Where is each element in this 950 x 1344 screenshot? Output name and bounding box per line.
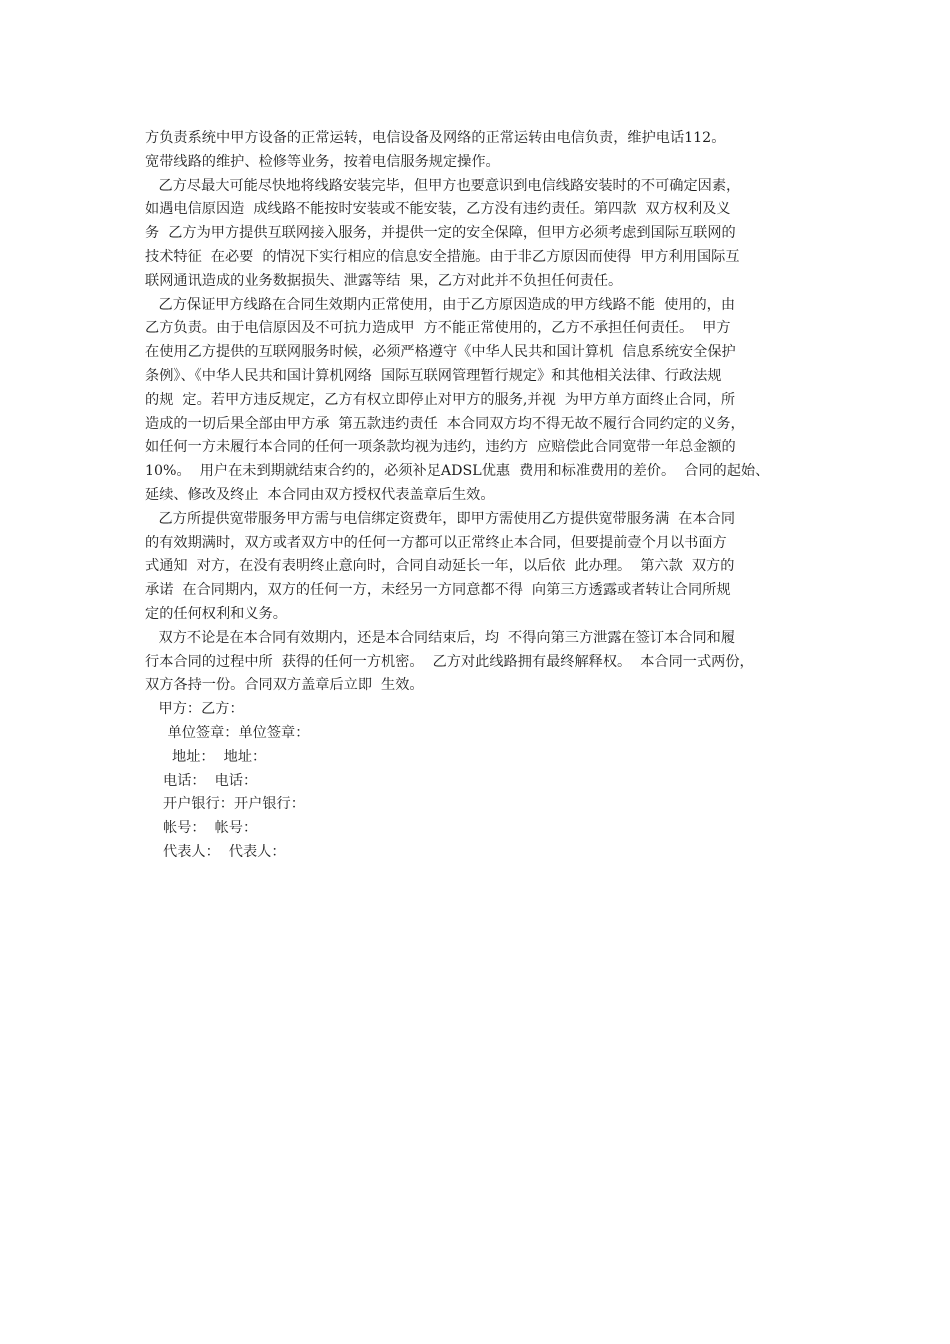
text-line: 宽带线路的维护、检修等业务，按着电信服务规定操作。	[145, 153, 500, 170]
text-line: 条例》、《中华人民共和国计算机网络 国际互联网管理暂行规定》和其他相关法律、行政法规	[145, 367, 722, 384]
signature-bank-line: 开户银行：开户银行：	[145, 796, 305, 813]
signature-block	[145, 698, 817, 865]
text-line: 联网通讯造成的业务数据损失、泄露等结 果，乙方对此并不负担任何责任。	[145, 272, 623, 289]
text-line: 定的任何权利和义务。	[145, 605, 287, 622]
text-line: 如遇电信原因造 成线路不能按时安装或不能安装，乙方没有违约责任。第四款 双方权利及义	[145, 201, 731, 218]
text-line: 延续、修改及终止 本合同由双方授权代表盖章后生效。	[145, 486, 495, 503]
signature-representative-line: 代表人： 代表人：	[145, 843, 286, 860]
text-line: 如任何一方未履行本合同的任何一项条款均视为违约，违约方 应赔偿此合同宽带一年总金额的	[145, 439, 736, 456]
text-line: 行本合同的过程中所 获得的任何一方机密。 乙方对此线路拥有最终解释权。 本合同一式两份，	[145, 653, 754, 670]
signature-phone-line: 电话： 电话：	[145, 772, 258, 789]
text-line: 双方不论是在本合同有效期内，还是本合同结束后，均 不得向第三方泄露在签订本合同和履	[145, 629, 736, 646]
signature-account-line: 帐号： 帐号：	[145, 820, 258, 837]
text-line: 乙方所提供宽带服务甲方需与电信绑定资费年，即甲方需使用乙方提供宽带服务满 在本合同	[145, 510, 736, 527]
text-line: 方负责系统中甲方设备的正常运转，电信设备及网络的正常运转由电信负责，维护电话112。	[145, 130, 726, 146]
text-line: 式通知 对方，在没有表明终止意向时，合同自动延长一年，以后依 此办理。 第六款 双方的	[145, 558, 735, 575]
text-line: 务 乙方为甲方提供互联网接入服务，并提供一定的安全保障，但甲方必须考虑到国际互联网的	[145, 225, 736, 242]
text-line: 的规 定。若甲方违反规定，乙方有权立即停止对甲方的服务,并视 为甲方单方面终止合同，所	[145, 391, 736, 408]
signature-party-line: 甲方：乙方：	[145, 701, 244, 718]
text-line: 造成的一切后果全部由甲方承 第五款违约责任 本合同双方均不得无故不履行合同约定的义务，	[145, 415, 745, 432]
text-line: 在使用乙方提供的互联网服务时候，必须严格遵守《中华人民共和国计算机 信息系统安全保护	[145, 344, 736, 361]
text-line: 双方各持一份。合同双方盖章后立即 生效。	[145, 677, 424, 694]
text-line: 10%。 用户在未到期就结束合约的，必须补足ADSL优惠 费用和标准费用的差价。 合同的起始、	[145, 463, 770, 480]
text-line: 技术特征 在必要 的情况下实行相应的信息安全措施。由于非乙方原因而使得 甲方利用国际互	[145, 248, 740, 265]
text-line: 的有效期满时，双方或者双方中的任何一方都可以正常终止本合同，但要提前壹个月以书面方	[145, 534, 727, 551]
text-line: 乙方保证甲方线路在合同生效期内正常使用，由于乙方原因造成的甲方线路不能 使用的，由	[145, 296, 736, 313]
text-line: 乙方负责。由于电信原因及不可抗力造成甲 方不能正常使用的，乙方不承担任何责任。 甲方	[145, 320, 731, 337]
signature-address-line: 地址： 地址：	[145, 748, 267, 765]
signature-seal-line: 单位签章：单位签章：	[145, 724, 310, 741]
text-line: 承诺 在合同期内，双方的任何一方，未经另一方同意都不得 向第三方透露或者转让合同所规	[145, 582, 731, 599]
contract-text	[145, 127, 817, 865]
text-line: 乙方尽最大可能尽快地将线路安装完毕，但甲方也要意识到电信线路安装时的不可确定因素，	[145, 177, 741, 194]
